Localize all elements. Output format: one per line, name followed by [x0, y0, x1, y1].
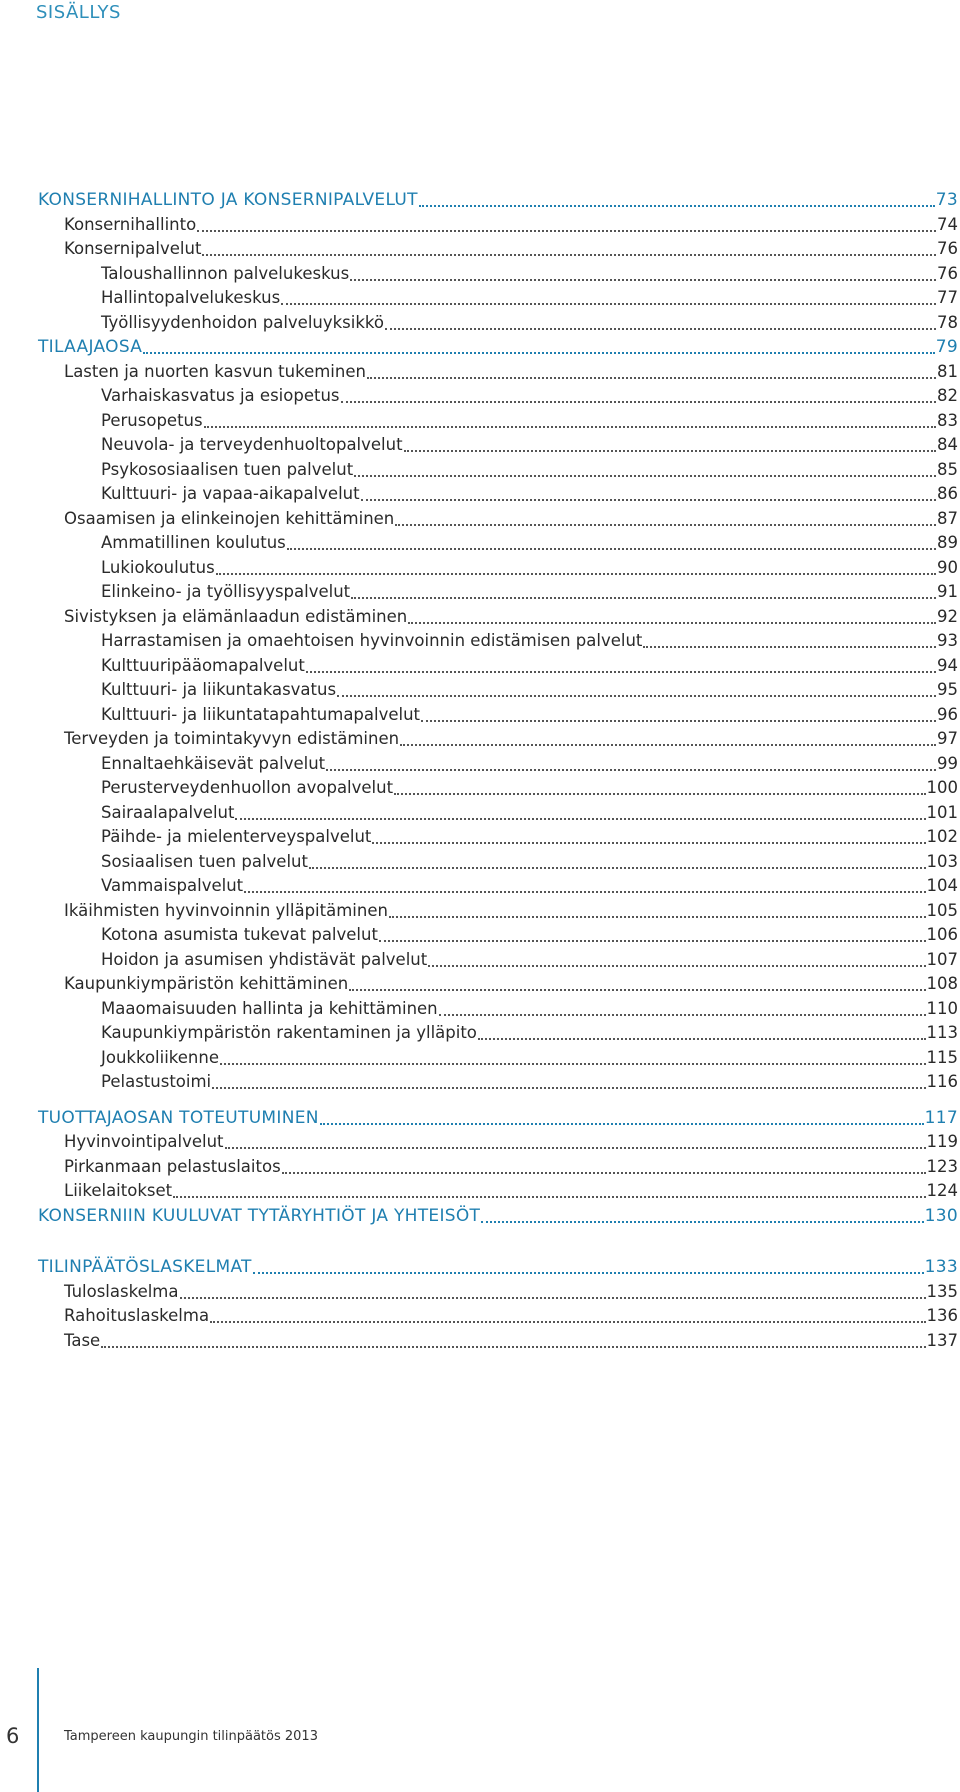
toc-entry[interactable] [0, 654, 960, 679]
toc-leader-dots [337, 679, 936, 697]
toc-entry-page: 102 [926, 827, 958, 846]
toc-entry[interactable] [0, 458, 960, 483]
toc-leader-dots [400, 728, 936, 746]
toc-leader-dots [326, 753, 936, 771]
toc-entry-page: 136 [926, 1306, 958, 1325]
toc-entry[interactable] [0, 311, 960, 336]
toc-leader-dots [204, 410, 936, 428]
toc-entry-label: Kulttuuri- ja vapaa-aikapalvelut [101, 484, 360, 503]
toc-entry-page: 91 [937, 582, 958, 601]
toc-entry[interactable] [0, 629, 960, 654]
toc-section-entry[interactable] [0, 188, 960, 213]
toc-leader-dots [394, 777, 925, 795]
toc-leader-dots [404, 434, 936, 452]
toc-entry-page: 92 [937, 606, 958, 626]
footer-page-number: 6 [6, 1724, 20, 1748]
toc-entry-page: 117 [924, 1107, 958, 1128]
toc-leader-dots [143, 336, 935, 354]
toc-leader-dots [341, 385, 937, 403]
toc-entry-page: 137 [926, 1330, 958, 1350]
toc-entry[interactable] [0, 409, 960, 434]
toc-entry-page: 78 [937, 312, 958, 332]
toc-entry-label: Liikelaitokset [64, 1181, 173, 1200]
toc-entry-label: Kulttuuri- ja liikuntakasvatus [101, 680, 337, 699]
toc-leader-dots [367, 361, 936, 379]
toc-entry[interactable] [0, 482, 960, 507]
toc-leader-dots [379, 924, 926, 942]
toc-entry-page: 119 [926, 1132, 958, 1151]
toc-entry[interactable] [0, 1070, 960, 1095]
toc-entry-page: 79 [935, 337, 958, 357]
toc-entry[interactable] [0, 580, 960, 605]
toc-leader-dots [173, 1180, 925, 1198]
toc-leader-dots [419, 189, 935, 207]
toc-leader-dots [244, 875, 925, 893]
toc-entry-page: 94 [937, 655, 958, 675]
toc-entry-page: 87 [937, 508, 958, 528]
toc-entry-page: 89 [937, 533, 958, 552]
toc-entry[interactable] [0, 360, 960, 385]
toc-entry[interactable] [0, 1280, 960, 1305]
toc-entry-label: Perusopetus [101, 410, 203, 430]
toc-entry-page: 81 [937, 361, 958, 381]
toc-leader-dots [235, 802, 925, 820]
toc-entry-label: TILAAJAOSA [38, 337, 143, 357]
toc-entry[interactable] [0, 899, 960, 924]
toc-leader-dots [421, 704, 936, 722]
toc-entry-page: 106 [926, 925, 958, 944]
toc-entry[interactable] [0, 874, 960, 899]
toc-leader-dots [351, 581, 936, 599]
toc-entry-page: 99 [937, 753, 958, 773]
toc-leader-dots [395, 508, 936, 526]
toc-entry-label: Maaomaisuuden hallinta ja kehittäminen [101, 998, 438, 1018]
toc-entry[interactable] [0, 507, 960, 532]
toc-entry-page: 101 [926, 802, 958, 822]
toc-leader-dots [439, 998, 926, 1016]
toc-entry-page: 96 [937, 704, 958, 724]
toc-leader-dots [210, 1305, 925, 1323]
toc-entry-page: 83 [937, 410, 958, 430]
toc-entry[interactable] [0, 678, 960, 703]
toc-entry-label: Tase [64, 1330, 101, 1350]
toc-leader-dots [306, 655, 936, 673]
toc-entry[interactable] [0, 703, 960, 728]
toc-entry[interactable] [0, 556, 960, 581]
toc-leader-dots [481, 1205, 923, 1223]
toc-entry-label: Rahoituslaskelma [64, 1306, 210, 1325]
toc-entry-page: 103 [926, 851, 958, 871]
toc-entry[interactable] [0, 825, 960, 850]
toc-entry-page: 90 [937, 557, 958, 577]
toc-entry-label: Lukiokoulutus [101, 557, 215, 577]
toc-leader-dots [354, 459, 936, 477]
toc-entry-page: 123 [926, 1156, 958, 1176]
toc-entry-page: 124 [926, 1181, 958, 1200]
page-header: SISÄLLYS [36, 2, 121, 23]
toc-entry-label: Kotona asumista tukevat palvelut [101, 925, 378, 944]
toc-entry-label: Tuloslaskelma [64, 1281, 179, 1301]
toc-entry-label: Pirkanmaan pelastuslaitos [64, 1156, 281, 1176]
toc-leader-dots [225, 1131, 926, 1149]
toc-entry-page: 135 [926, 1281, 958, 1301]
toc-entry-page: 133 [924, 1257, 958, 1277]
toc-entry-label: Neuvola- ja terveydenhuoltopalvelut [101, 435, 403, 454]
toc-entry-page: 73 [935, 190, 958, 210]
toc-entry-page: 115 [926, 1047, 958, 1067]
toc-entry[interactable] [0, 213, 960, 238]
toc-entry-label: Ikäihmisten hyvinvoinnin ylläpitäminen [64, 900, 388, 920]
toc-entry[interactable] [0, 605, 960, 630]
toc-leader-dots [101, 1330, 925, 1348]
toc-leader-dots [408, 606, 936, 624]
footer-publication-title: Tampereen kaupungin tilinpäätös 2013 [64, 1729, 318, 1744]
toc-entry-label: Konsernihallinto [64, 214, 197, 234]
toc-entry-label: Terveyden ja toimintakyvyn edistäminen [64, 729, 400, 748]
toc-entry-page: 110 [926, 998, 958, 1018]
toc-entry[interactable] [0, 286, 960, 311]
toc-entry-label: Vammaispalvelut [101, 876, 244, 895]
toc-section-entry[interactable] [0, 1204, 960, 1229]
toc-entry-label: Hyvinvointipalvelut [64, 1132, 224, 1151]
toc-entry-page: 107 [926, 949, 958, 969]
toc-entry[interactable] [0, 752, 960, 777]
toc-leader-dots [361, 483, 936, 501]
toc-entry[interactable] [0, 1304, 960, 1329]
toc-entry-label: Elinkeino- ja työllisyyspalvelut [101, 582, 351, 601]
toc-leader-dots [372, 826, 925, 844]
toc-entry-label: Varhaiskasvatus ja esiopetus [101, 386, 340, 405]
toc-leader-dots [282, 1156, 926, 1174]
toc-entry-label: Perusterveydenhuollon avopalvelut [101, 778, 394, 797]
toc-entry-page: 82 [937, 386, 958, 405]
toc-entry[interactable] [0, 1021, 960, 1046]
toc-entry-label: Sivistyksen ja elämänlaadun edistäminen [64, 606, 408, 626]
toc-entry-label: Sosiaalisen tuen palvelut [101, 851, 308, 871]
toc-entry[interactable] [0, 727, 960, 752]
toc-entry[interactable] [0, 237, 960, 262]
toc-entry[interactable] [0, 384, 960, 409]
toc-entry-label: Kaupunkiympäristön kehittäminen [64, 974, 349, 993]
toc-entry-label: TUOTTAJAOSAN TOTEUTUMINEN [38, 1107, 319, 1128]
toc-entry[interactable] [0, 1155, 960, 1180]
toc-entry-label: Ammatillinen koulutus [101, 533, 286, 552]
toc-entry-page: 95 [937, 680, 958, 699]
toc-leader-dots [320, 1107, 924, 1125]
toc-entry[interactable] [0, 262, 960, 287]
toc-entry-label: TILINPÄÄTÖSLASKELMAT [38, 1257, 252, 1277]
toc-leader-dots [349, 973, 925, 991]
toc-entry-label: Ennaltaehkäisevät palvelut [101, 753, 326, 773]
toc-leader-dots [180, 1281, 926, 1299]
toc-entry-label: Sairaalapalvelut [101, 802, 235, 822]
toc-entry-page: 97 [937, 729, 958, 748]
toc-entry-label: Työllisyydenhoidon palveluyksikkö [101, 312, 384, 332]
toc-entry[interactable] [0, 850, 960, 875]
toc-entry-page: 86 [937, 484, 958, 503]
toc-entry-page: 100 [926, 778, 958, 797]
toc-entry[interactable] [0, 997, 960, 1022]
toc-entry-label: KONSERNIHALLINTO JA KONSERNIPALVELUT [38, 190, 418, 210]
toc-leader-dots [202, 238, 936, 256]
table-of-contents [0, 188, 960, 1353]
toc-leader-dots [281, 287, 936, 305]
footer-divider [37, 1668, 39, 1792]
toc-entry-page: 84 [937, 435, 958, 454]
toc-leader-dots [643, 630, 936, 648]
toc-leader-dots [350, 263, 936, 281]
toc-entry[interactable] [0, 1130, 960, 1155]
toc-section-entry[interactable] [0, 335, 960, 360]
toc-entry-page: 76 [937, 239, 958, 258]
toc-leader-dots [253, 1256, 924, 1274]
toc-entry-page: 116 [926, 1072, 958, 1091]
toc-entry-page: 85 [937, 459, 958, 479]
toc-entry-label: Hallintopalvelukeskus [101, 288, 281, 307]
toc-entry-label: Harrastamisen ja omaehtoisen hyvinvoinnin edistämisen palvelut [101, 631, 643, 650]
toc-entry-label: Kaupunkiympäristön rakentaminen ja ylläpito [101, 1023, 477, 1042]
toc-entry[interactable] [0, 948, 960, 973]
toc-entry-page: 104 [926, 876, 958, 895]
toc-entry-page: 108 [926, 974, 958, 993]
toc-leader-dots [287, 532, 936, 550]
toc-entry[interactable] [0, 1179, 960, 1204]
toc-entry-page: 76 [937, 263, 958, 283]
toc-entry-page: 105 [926, 900, 958, 920]
toc-leader-dots [212, 1071, 925, 1089]
toc-leader-dots [309, 851, 926, 869]
toc-entry-label: Joukkoliikenne [101, 1047, 219, 1067]
toc-entry-page: 130 [924, 1205, 958, 1226]
toc-entry[interactable] [0, 972, 960, 997]
toc-entry[interactable] [0, 1046, 960, 1071]
toc-entry-label: Kulttuuri- ja liikuntatapahtumapalvelut [101, 704, 421, 724]
toc-section-entry[interactable] [0, 1106, 960, 1131]
toc-entry-label: Päihde- ja mielenterveyspalvelut [101, 827, 372, 846]
toc-entry-label: Psykososiaalisen tuen palvelut [101, 459, 354, 479]
toc-entry-label: Kulttuuripääomapalvelut [101, 655, 305, 675]
toc-section-entry[interactable] [0, 1255, 960, 1280]
toc-entry-page: 74 [937, 214, 958, 234]
toc-entry-page: 113 [926, 1023, 958, 1042]
toc-entry-label: Taloushallinnon palvelukeskus [101, 263, 350, 283]
toc-leader-dots [220, 1047, 926, 1065]
toc-leader-dots [478, 1022, 926, 1040]
toc-entry-label: Hoidon ja asumisen yhdistävät palvelut [101, 949, 428, 969]
toc-leader-dots [385, 312, 936, 330]
toc-leader-dots [428, 949, 925, 967]
toc-leader-dots [216, 557, 936, 575]
toc-entry-page: 93 [937, 631, 958, 650]
toc-entry[interactable] [0, 531, 960, 556]
toc-entry-label: Konsernipalvelut [64, 239, 202, 258]
toc-entry-label: Pelastustoimi [101, 1072, 212, 1091]
toc-entry[interactable] [0, 1329, 960, 1354]
toc-entry-page: 77 [937, 288, 958, 307]
toc-entry-label: Lasten ja nuorten kasvun tukeminen [64, 361, 366, 381]
toc-entry[interactable] [0, 923, 960, 948]
toc-leader-dots [389, 900, 926, 918]
toc-leader-dots [197, 214, 936, 232]
toc-entry[interactable] [0, 801, 960, 826]
toc-entry-label: KONSERNIIN KUULUVAT TYTÄRYHTIÖT JA YHTEISÖT [38, 1205, 481, 1226]
toc-entry[interactable] [0, 433, 960, 458]
toc-entry-label: Osaamisen ja elinkeinojen kehittäminen [64, 508, 395, 528]
toc-entry[interactable] [0, 776, 960, 801]
